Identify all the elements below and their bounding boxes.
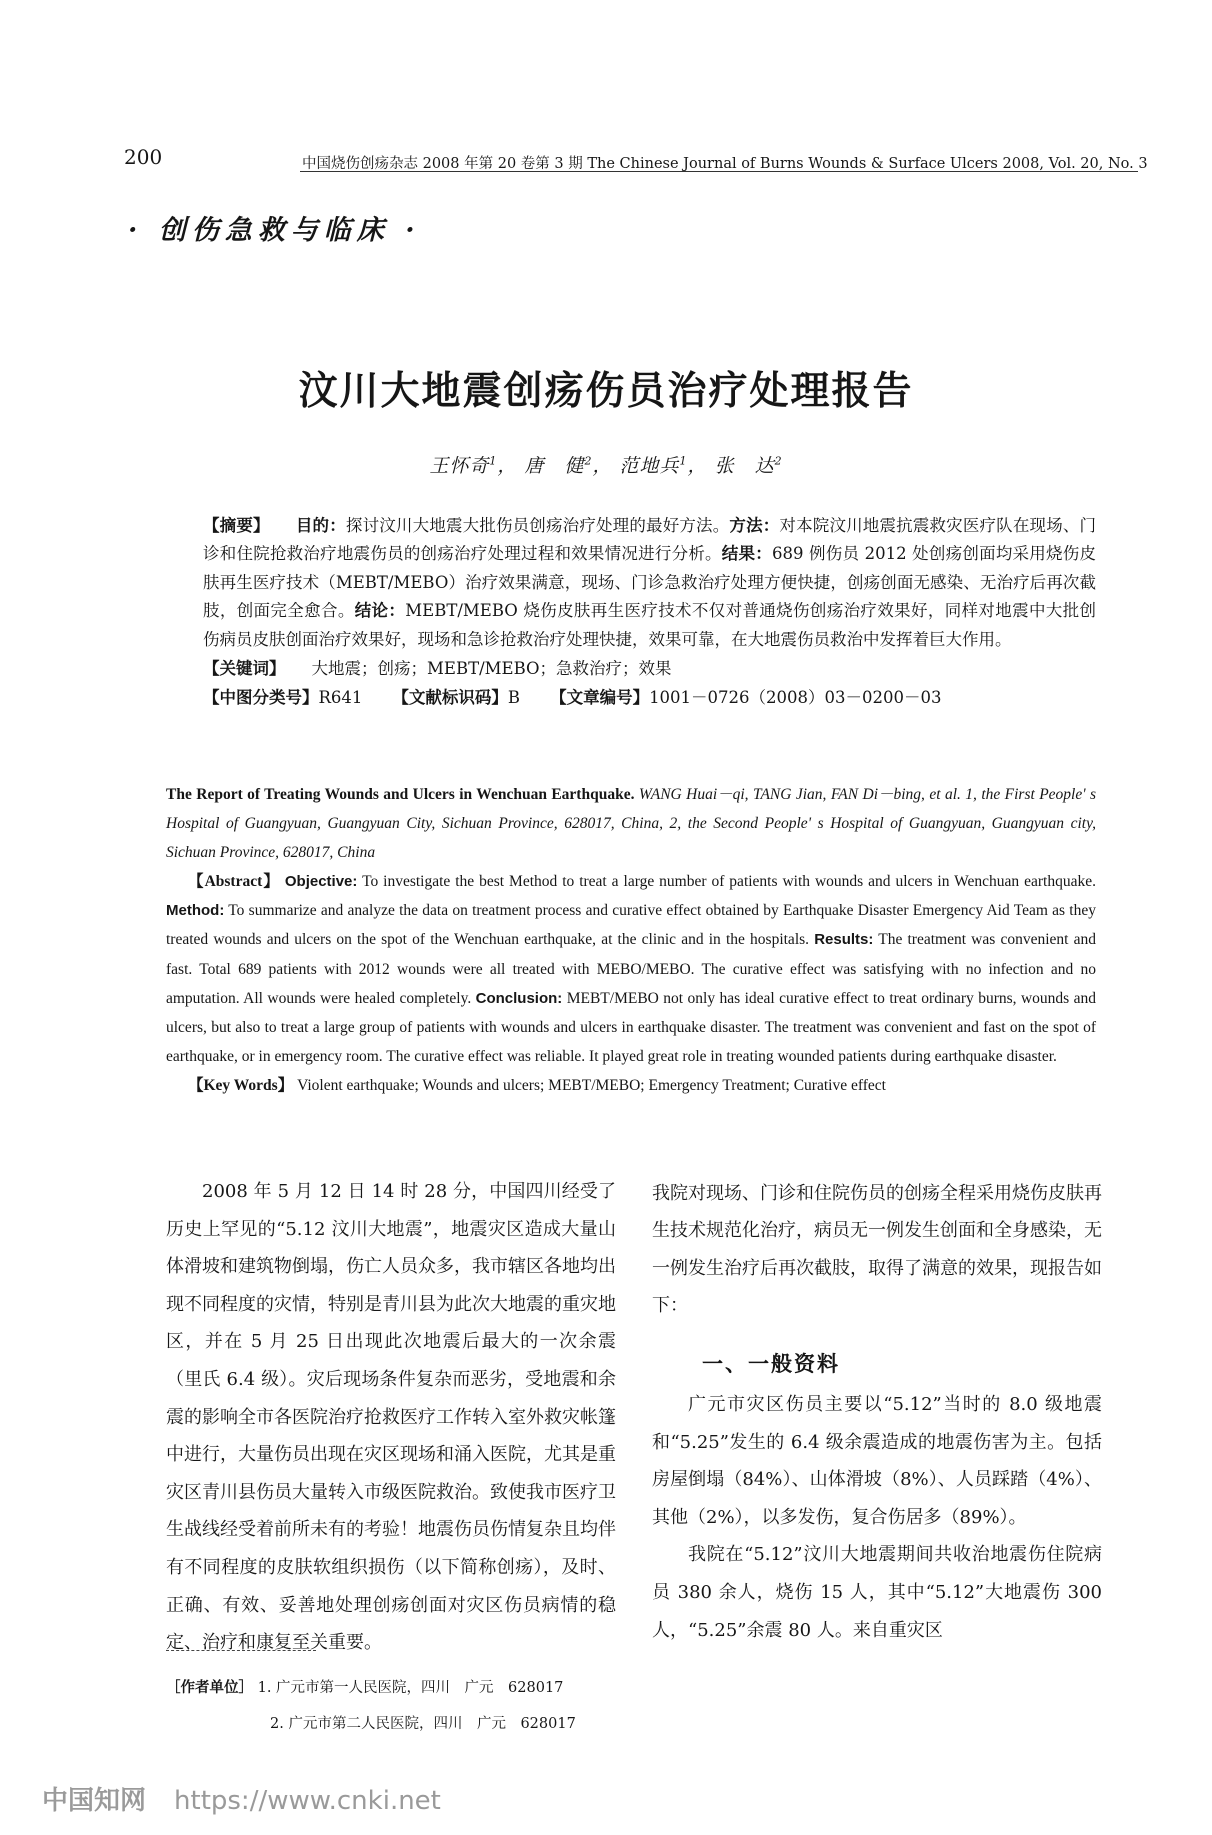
author-affil-mark: 1: [679, 454, 688, 468]
en-title-affiliation: [166, 780, 1096, 867]
body-right-column-top: [652, 1175, 1102, 1325]
en-conclusion-label: Conclusion:: [475, 989, 563, 1007]
author-separator: ，: [592, 455, 613, 477]
column-tag: · 创伤急救与临床 ·: [128, 215, 421, 246]
running-head: 中国烧伤创疡杂志 2008 年第 20 卷第 3 期 The Chinese Journal of Burns Wounds & Surface Ulcers 2008, Vol. 20, No. 3: [302, 156, 1148, 172]
cn-conclusion-label: 结论：: [354, 601, 406, 621]
cnki-watermark: [42, 1780, 441, 1817]
cn-keywords-text: 大地震；创疡；MEBT/MEBO；急救治疗；效果: [311, 659, 672, 679]
author-affil-mark: 2: [584, 454, 593, 468]
chinese-abstract: [166, 512, 1096, 712]
author-affil-mark: 1: [489, 454, 498, 468]
en-results-label: Results:: [814, 931, 874, 949]
cn-objective-text: 探讨汶川大地震大批伤员创疡治疗处理的最好方法。: [345, 516, 730, 535]
en-keywords-label: 【Key Words】: [188, 1076, 294, 1094]
cn-classification-line: [166, 683, 1096, 712]
en-affiliation: WANG Huai－qi, TANG Jian, FAN Di－bing, et al. 1, the First People' s Hospital of Guangyuan, Guangyuan City, Sichuan Province, 628017, China, 2, the Second People' s Hospital of Guangyuan, Guangyuan city, Sichuan Province, 628017, China: [166, 786, 1097, 862]
body-paragraph: 广元市灾区伤员主要以“5.12”当时的 8.0 级地震和“5.25”发生的 6.4 级余震造成的地震伤害为主。包括房屋倒塌（84%）、山体滑坡（8%）、人员踩踏（4%）、其他（2%），以多发伤，复合伤居多（89%）。: [652, 1394, 1102, 1528]
body-left-column: [166, 1173, 616, 1662]
header-rule: [300, 171, 1138, 172]
en-conclusion-text: MEBT/MEBO not only has ideal curative effect to treat ordinary burns, wounds and ulcers, but also to treat a large group of patients with wounds and ulcers in earthquake disaster. The treatment was convenient and fast on the spot of earthquake, or in emergency room. The curative effect was reliable. It played great role in treating wounded patients during earthquake disaster.: [166, 989, 1096, 1065]
author-affiliation-footnote: [166, 1670, 576, 1742]
en-abstract-label: 【Abstract】: [188, 873, 280, 891]
author-name: 张 达: [714, 455, 775, 477]
cn-abstract-label: 【摘要】: [203, 516, 270, 535]
cn-result-label: 结果：: [721, 544, 773, 564]
footnote-line: [166, 1706, 576, 1742]
cn-keywords-label: 【关键词】: [203, 659, 286, 679]
doc-code-label: 【文献标识码】: [392, 688, 508, 708]
en-method-label: Method:: [166, 902, 225, 920]
author-name: 唐 健: [524, 455, 585, 477]
en-keywords-text: Violent earthquake; Wounds and ulcers; MEBT/MEBO; Emergency Treatment; Curative effect: [297, 1076, 886, 1094]
cn-method-text: 对本院汶川地震抗震救灾医疗队在现场、门诊和住院抢救治疗地震伤员的创疡治疗处理过程和效果情况进行分析。: [203, 516, 1097, 564]
english-abstract: [166, 780, 1096, 1100]
en-abstract-paragraph: [166, 867, 1096, 1071]
author-list: [0, 451, 1212, 478]
cn-result-text: 689 例伤员 2012 处创疡创面均采用烧伤皮肤再生医疗技术（MEBT/MEBO）治疗效果满意，现场、门诊急救治疗处理方便快捷，创疡创面无感染、无治疗后再次截肢，创面完全愈合。: [203, 544, 1097, 621]
footnote-rule: [166, 1650, 316, 1651]
footnote-label: ［作者单位］: [166, 1679, 253, 1696]
cn-method-label: 方法：: [729, 516, 780, 535]
author-name: 范地兵: [619, 455, 680, 477]
en-method-text: To summarize and analyze the data on treatment process and curative effect obtained by Earthquake Disaster Emergency Aid Team as they treated wounds and ulcers on the spot of the Wenchuan earthquake, at the clinic and in the hospitals.: [166, 902, 1096, 949]
en-keywords-line: [166, 1071, 1096, 1100]
section-heading: 一、一般资料: [702, 1351, 840, 1376]
doc-code-value: B: [507, 688, 521, 708]
en-title: The Report of Treating Wounds and Ulcers in Wenchuan Earthquake.: [166, 786, 635, 803]
cn-conclusion-text: MEBT/MEBO 烧伤皮肤再生医疗技术不仅对普通烧伤创疡治疗效果好，同样对地震中大批创伤病员皮肤创面治疗效果好，现场和急诊抢救治疗处理快捷，效果可靠，在大地震伤员救治中发挥着巨大作用。: [203, 601, 1097, 649]
cn-abstract-paragraph: [166, 512, 1096, 654]
clc-value: R641: [318, 688, 363, 708]
en-results-text: The treatment was convenient and fast. Total 689 patients with 2012 wounds were all treated with MEBO/MEBO. The curative effect was satisfying with no infection and no amputation. All wounds were healed completely.: [166, 931, 1096, 1007]
article-no-label: 【文章编号】: [550, 688, 650, 708]
cnki-url: https://www.cnki.net: [174, 1786, 441, 1816]
body-paragraph: 我院在“5.12”汶川大地震期间共收治地震伤住院病员 380 余人，烧伤 15 人，其中“5.12”大地震伤 300 人，“5.25”余震 80 人。来自重灾区: [652, 1544, 1102, 1641]
page-number: 200: [124, 145, 163, 169]
author-name: 王怀奇: [429, 455, 490, 477]
author-separator: ，: [687, 455, 708, 477]
author-affil-mark: 2: [774, 454, 783, 468]
body-paragraph: 我院对现场、门诊和住院伤员的创疡全程采用烧伤皮肤再生技术规范化治疗，病员无一例发生创面和全身感染，无一例发生治疗后再次截肢，取得了满意的效果，现报告如下：: [652, 1183, 1102, 1317]
en-objective-label: Objective:: [284, 873, 358, 891]
cnki-logo: 中国知网: [42, 1786, 147, 1816]
body-paragraph: 2008 年 5 月 12 日 14 时 28 分，中国四川经受了历史上罕见的“5.12 汶川大地震”，地震灾区造成大量山体滑坡和建筑物倒塌，伤亡人员众多，我市辖区各地均出现不同程度的灾情，特别是青川县为此次大地震的重灾地区，并在 5 月 25 日出现此次地震后最大的一次余震（里氏 6.4 级）。灾后现场条件复杂而恶劣，受地震和余震的影响全市各医院治疗抢救医疗工作转入室外救灾帐篷中进行，大量伤员出现在灾区现场和涌入医院，尤其是重灾区青川县伤员大量转入市级医院救治。致使我市医疗卫生战线经受着前所未有的考验！地震伤员伤情复杂且均伴有不同程度的皮肤软组织损伤（以下简称创疡），及时、正确、有效、妥善地处理创疡创面对灾区伤员病情的稳定、治疗和康复至关重要。: [166, 1181, 616, 1654]
en-objective-text: To investigate the best Method to treat a large number of patients with wounds and ulcers in Wenchuan earthquake.: [362, 873, 1096, 891]
author-separator: ，: [497, 455, 518, 477]
footnote-line: [166, 1670, 576, 1706]
article-no-value: 1001－0726（2008）03－0200－03: [649, 688, 942, 708]
cn-objective-label: 目的：: [295, 516, 346, 535]
body-right-column-bottom: [652, 1386, 1102, 1649]
article-title: 汶川大地震创疡伤员治疗处理报告: [298, 369, 914, 414]
footnote-affil-2: 2. 广元市第二人民医院，四川 广元 628017: [270, 1716, 576, 1732]
footnote-affil-1: 1. 广元市第一人民医院，四川 广元 628017: [257, 1680, 564, 1696]
clc-label: 【中图分类号】: [203, 688, 319, 708]
cn-keywords-line: [166, 654, 1096, 683]
